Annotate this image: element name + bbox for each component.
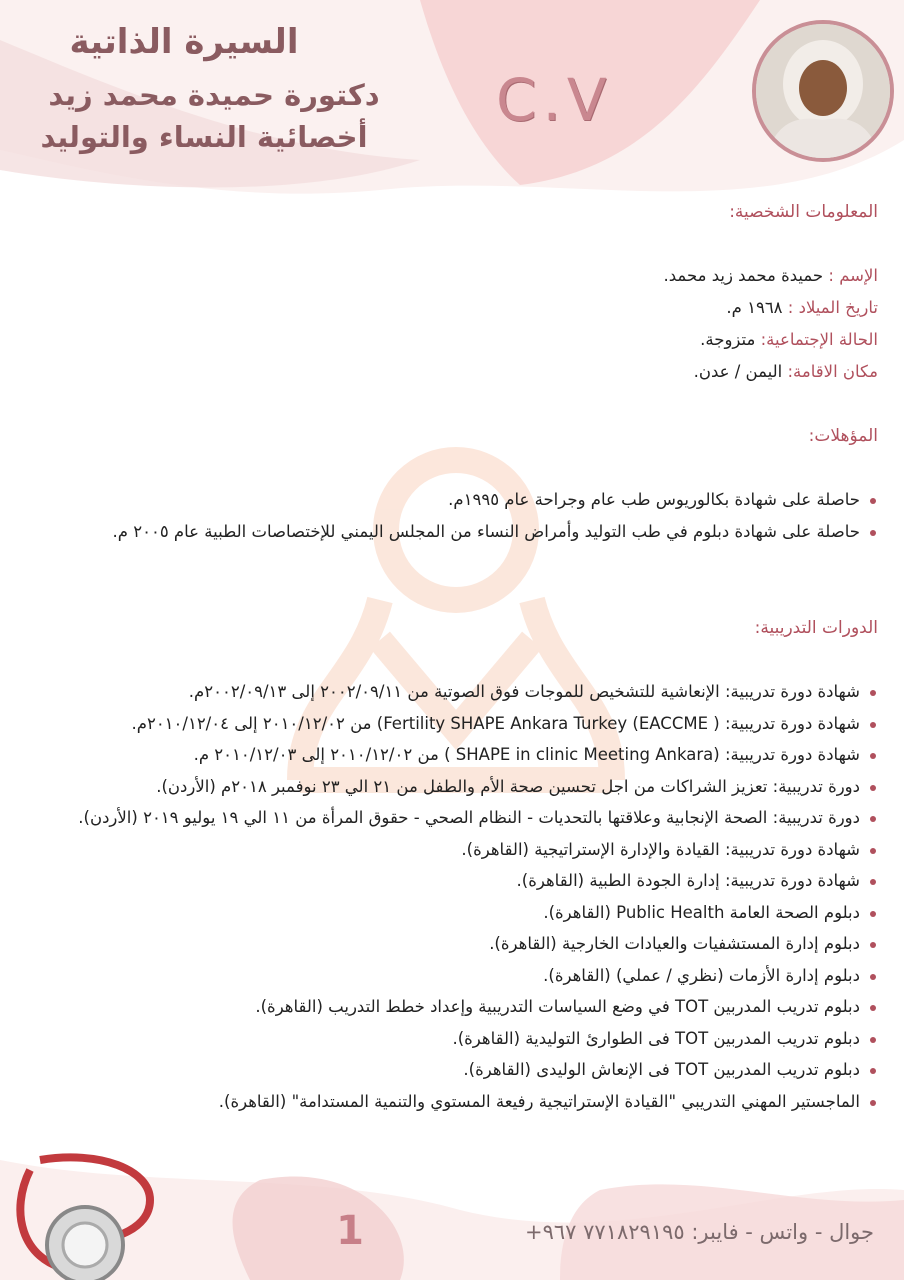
- birth-label: تاريخ الميلاد :: [787, 298, 878, 317]
- qualifications-heading: المؤهلات:: [808, 426, 878, 446]
- list-item: دورة تدريبية: تعزيز الشراكات من اجل تحسين صحة الأم والطفل من ٢١ الي ٢٣ نوفمبر ٢٠١٨م (الأردن).: [18, 771, 878, 803]
- list-item: دورة تدريبية: الصحة الإنجابية وعلاقتها بالتحديات - النظام الصحي - حقوق المرأة من ١١ الي ١٩ يوليو ٢٠١٩ (الأردن).: [18, 802, 878, 834]
- doctor-specialty: أخصائية النساء والتوليد: [40, 120, 368, 154]
- name-row: [664, 266, 878, 285]
- qualifications-list: [18, 484, 878, 547]
- profile-photo: [752, 20, 894, 162]
- list-item: شهادة دورة تدريبية: ( EACCME) Fertility SHAPE Ankara Turkey) من ٢٠١٠/١٢/٠٢ إلى ٢٠١٠/١٢/٠٤م.: [18, 708, 878, 740]
- contact-info: جوال - واتس - فايبر: ٧٧١٨٢٩١٩٥ ٩٦٧+: [525, 1220, 874, 1244]
- page-number: 1: [336, 1208, 364, 1254]
- residence-label: مكان الاقامة:: [787, 362, 878, 381]
- list-item: دبلوم تدريب المدربين TOT فى الطوارئ التوليدية (القاهرة).: [18, 1023, 878, 1055]
- list-item: حاصلة على شهادة بكالوريوس طب عام وجراحة عام ١٩٩٥م.: [18, 484, 878, 516]
- birth-row: [726, 298, 878, 317]
- list-item: دبلوم إدارة الأزمات (نظري / عملي) (القاهرة).: [18, 960, 878, 992]
- list-item: دبلوم تدريب المدربين TOT في وضع السياسات التدريبية وإعداد خطط التدريب (القاهرة).: [18, 991, 878, 1023]
- marital-status-row: [700, 330, 878, 349]
- list-item: الماجستير المهني التدريبي "القيادة الإستراتيجية رفيعة المستوي والتنمية المستدامة" (القاهرة).: [18, 1086, 878, 1118]
- list-item: شهادة دورة تدريبية: إدارة الجودة الطبية (القاهرة).: [18, 865, 878, 897]
- courses-list: [18, 676, 878, 1117]
- residence-value: اليمن / عدن.: [693, 362, 783, 381]
- list-item: شهادة دورة تدريبية: القيادة والإدارة الإستراتيجية (القاهرة).: [18, 834, 878, 866]
- cv-mark: C.V: [496, 66, 613, 134]
- name-label: الإسم :: [828, 266, 878, 285]
- list-item: دبلوم تدريب المدربين TOT فى الإنعاش الوليدى (القاهرة).: [18, 1054, 878, 1086]
- list-item: دبلوم إدارة المستشفيات والعيادات الخارجية (القاهرة).: [18, 928, 878, 960]
- name-value: حميدة محمد زيد محمد.: [663, 266, 824, 285]
- list-item: حاصلة على شهادة دبلوم في طب التوليد وأمراض النساء من المجلس اليمني للإختصاصات الطبية عام ٢٠٠٥ م.: [18, 516, 878, 548]
- courses-heading: الدورات التدريبية:: [754, 618, 878, 638]
- doctor-name: دكتورة حميدة محمد زيد: [48, 78, 380, 112]
- marital-status-label: الحالة الإجتماعية:: [760, 330, 878, 349]
- marital-status-value: متزوجة.: [700, 330, 756, 349]
- list-item: شهادة دورة تدريبية: الإنعاشية للتشخيص للموجات فوق الصوتية من ٢٠٠٢/٠٩/١١ إلى ٢٠٠٢/٠٩/١٣م.: [18, 676, 878, 708]
- residence-row: [694, 362, 878, 381]
- list-item: شهادة دورة تدريبية: (SHAPE in clinic Meeting Ankara ) من ٢٠١٠/١٢/٠٢ إلى ٢٠١٠/١٢/٠٣ م.: [18, 739, 878, 771]
- page-title: السيرة الذاتية: [69, 22, 299, 62]
- birth-value: ١٩٦٨ م.: [726, 298, 783, 317]
- list-item: دبلوم الصحة العامة Public Health (القاهرة).: [18, 897, 878, 929]
- personal-info-heading: المعلومات الشخصية:: [729, 202, 878, 222]
